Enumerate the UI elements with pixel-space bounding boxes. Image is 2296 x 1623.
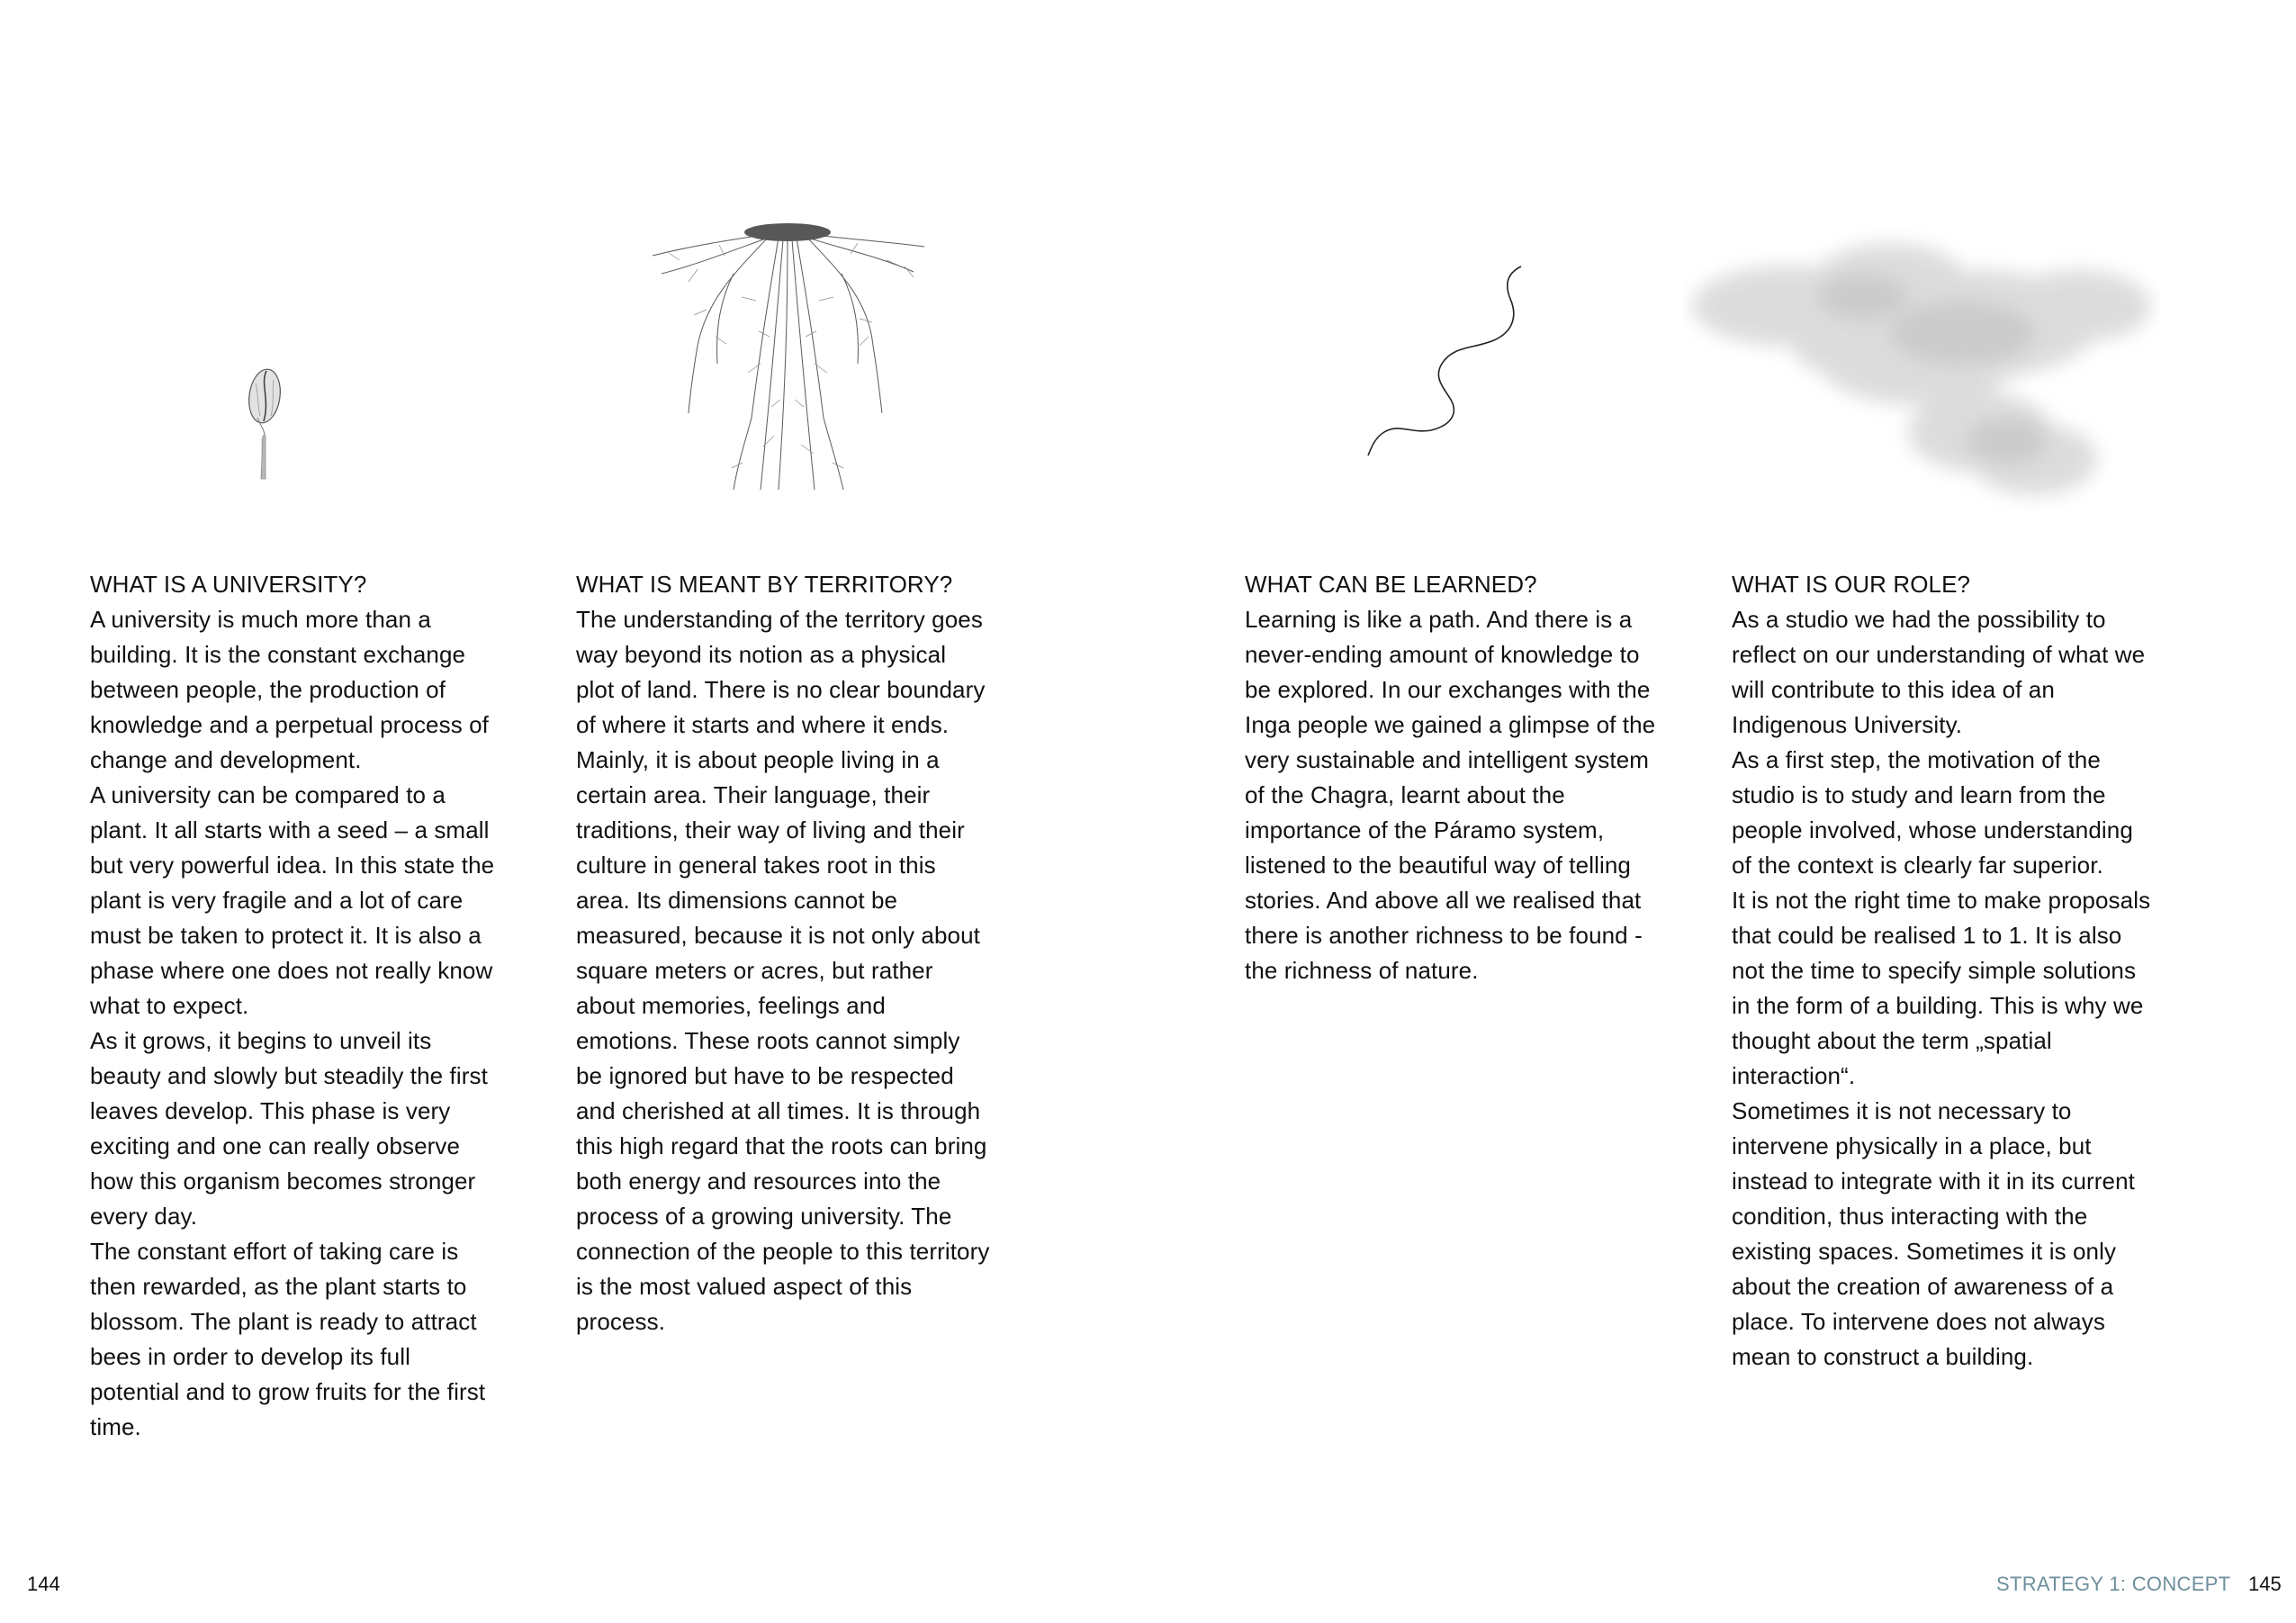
paragraph: The constant effort of taking care is then rewarded, as the plant starts to blossom. The plant is ready to attract bees in order to develop its full potential and to grow fruits for the first time. [90, 1238, 486, 1440]
text-column-university [90, 567, 504, 1445]
paragraph: Learning is like a path. And there is a never-ending amount of knowledge to be explored. In our exchanges with the Inga people we gained a glimpse of the very sustainable and intelligent system of the Chagra, learnt about the importance of the Páramo system, listened to the beautiful way of telling stories. And above all we realised that there is another richness to be found - the richness of nature. [1245, 606, 1656, 984]
text-column-learning [1245, 567, 1659, 988]
cloud-icon [1683, 225, 2160, 531]
paragraph: Mainly, it is about people living in a certain area. Their language, their traditions, their way of living and their culture in general takes root in this area. Its dimensions cannot be measured, because it is not only about square meters or acres, but rather about memories, feelings and emotions. These roots cannot simply be ignored but have to be respected and cherished at all times. It is through this high regard that the roots can bring both energy and resources into the process of a growing university. The connection of the people to this territory is the most valued aspect of this process. [576, 746, 990, 1335]
page-number-left: 144 [27, 1573, 60, 1595]
heading-role: WHAT IS OUR ROLE? [1732, 571, 1971, 598]
heading-learning: WHAT CAN BE LEARNED? [1245, 571, 1537, 598]
heading-territory: WHAT IS MEANT BY TERRITORY? [576, 571, 953, 598]
paragraph: The understanding of the territory goes way beyond its notion as a physical plot of land. There is no clear boundary of where it starts and where it ends. [576, 606, 986, 738]
path-line-icon [1359, 263, 1530, 461]
paragraph: As a first step, the motivation of the studio is to study and learn from the people involved, whose understanding of the context is clearly far superior. [1732, 746, 2133, 879]
paragraph: A university can be compared to a plant. It all starts with a seed – a small but very powerful idea. In this state the plant is very fragile and a lot of care must be taken to protect it. It is also a phase where one does not really know what to expect. [90, 781, 495, 1019]
paragraph: As it grows, it begins to unveil its beauty and slowly but steadily the first leaves develop. This phase is very exciting and one can really observe how this organism becomes stronger every day. [90, 1027, 488, 1230]
paragraph: It is not the right time to make proposals that could be realised 1 to 1. It is also not the time to specify simple solutions in the form of a building. This is why we thought about the term „spatial interaction“. [1732, 887, 2151, 1089]
paragraph: As a studio we had the possibility to reflect on our understanding of what we will contribute to this idea of an Indigenous University. [1732, 606, 2146, 738]
seed-icon [236, 353, 290, 488]
running-head: STRATEGY 1: CONCEPT [1996, 1573, 2231, 1595]
paragraph: A university is much more than a building. It is the constant exchange between people, the production of knowledge and a perpetual process of change and development. [90, 606, 490, 773]
paragraph: Sometimes it is not necessary to intervene physically in a place, but instead to integrate with it in its current condition, thus interacting with the existing spaces. Sometimes it is only about the creation of awareness of a place. To intervene does not always mean to construct a building. [1732, 1097, 2135, 1370]
text-column-territory [576, 567, 990, 1339]
text-column-role [1732, 567, 2155, 1375]
heading-university: WHAT IS A UNIVERSITY? [90, 571, 367, 598]
roots-icon [644, 220, 932, 508]
page-number-right: 145 [2248, 1573, 2282, 1595]
